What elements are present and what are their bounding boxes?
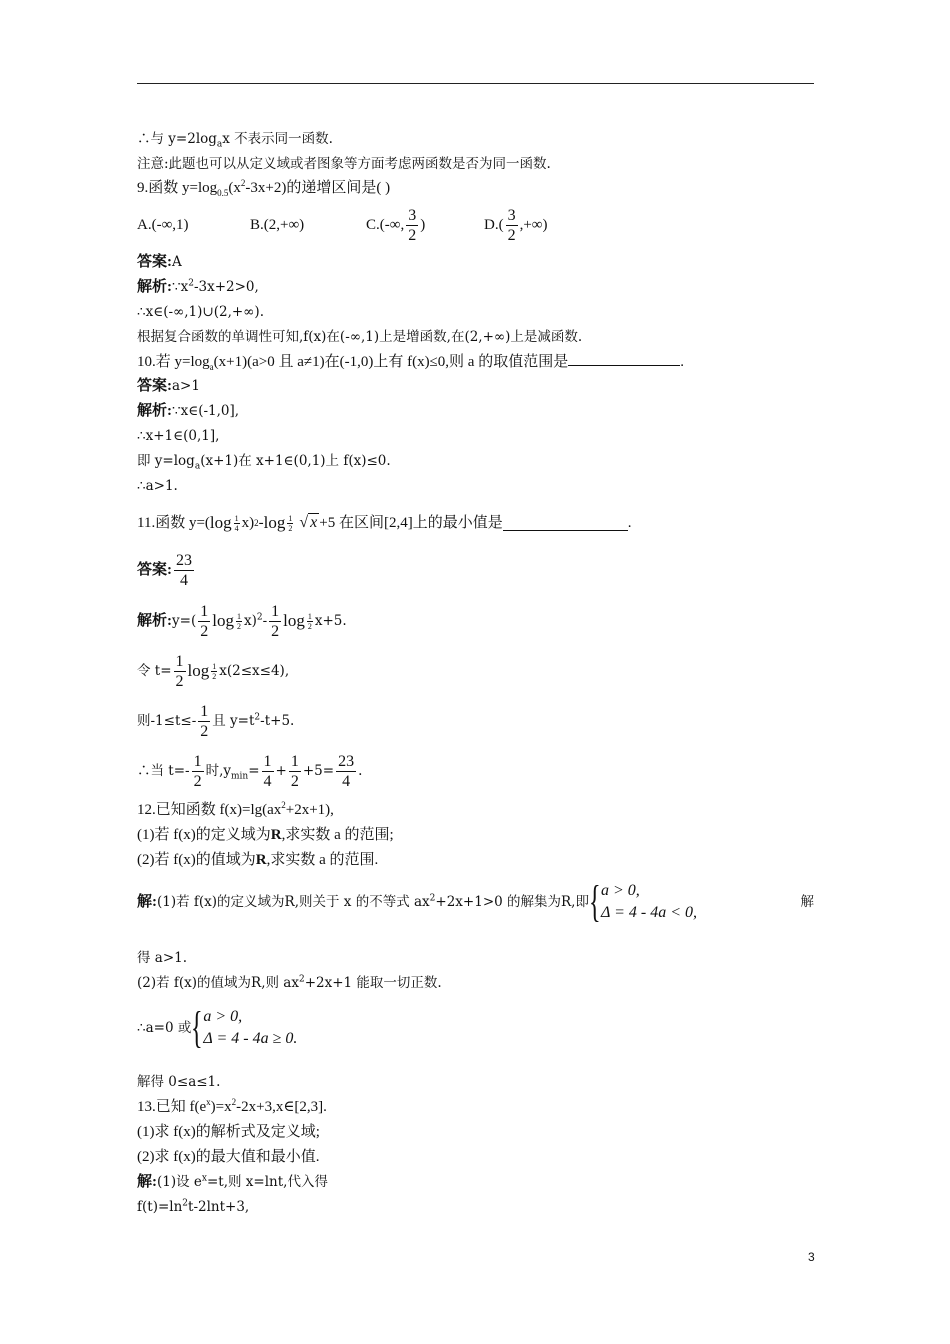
option-b: B.(2,+∞)	[250, 217, 305, 233]
text-line: ∴a>1.	[137, 478, 178, 494]
fraction: $\frac{1}{2}$	[200, 702, 209, 740]
text-line: ∴x∈(-∞,1)∪(2,+∞).	[137, 304, 264, 320]
text-line: $f(t)=\ln^2t-2\ln t+3$,	[137, 1198, 250, 1215]
fraction: $\frac{1}{2}$	[288, 513, 293, 533]
question-13-part2: (2)求 f(x)的最大值和最小值.	[137, 1149, 320, 1165]
question-12-solution: 解: (1)若 f(x)的定义域为R,则关于 x 的不等式 $ax^2+2x+1>0$ 的解集为R,即 { a > 0, Δ = 4 - 4a < 0, 解	[137, 877, 814, 926]
answer-blank	[568, 351, 680, 366]
answer-blank	[503, 516, 628, 531]
header-rule	[137, 83, 814, 84]
page-number: 3	[808, 1250, 815, 1264]
question-13-solution: 解:(1)设 $e^x=t$,则 x=lnt,代入得	[137, 1173, 328, 1190]
question-10-answer: 答案:a>1	[137, 378, 200, 394]
question-13-stem: 13.已知 $f(e^x)=x^2-2x+3,x\in[2,3]$.	[137, 1097, 327, 1115]
question-9-options	[137, 204, 547, 246]
question-11-stem: 11.函数 y=( log $\frac{1}{4}$ x) 2 - log $\frac{1}{2}$ √ x +5 在区间[2,4]上的最小值是 .	[137, 513, 632, 533]
text-line: 即 $y=\log_a(x+1)$在 x+1∈(0,1)上 f(x)≤0.	[137, 453, 391, 472]
fraction: $\frac{1}{2}$	[200, 602, 209, 640]
question-13-part1: (1)求 f(x)的解析式及定义域;	[137, 1124, 320, 1140]
text-line: ∴x+1∈(0,1],	[137, 428, 220, 444]
sqrt-x: √ x	[295, 514, 318, 531]
question-10-analysis: 解析:∵x∈(-1,0],	[137, 403, 240, 419]
fraction: $\frac{23}{4}$	[338, 752, 355, 790]
question-9-analysis: 解析$:\because x^2-3x+2>0$,	[137, 278, 259, 295]
fraction: $\frac{1}{4}$	[263, 752, 272, 790]
fraction: $\frac{23}{4}$	[176, 551, 192, 589]
fraction: $\frac{3}{2}$	[507, 206, 516, 244]
text-line: 则-1≤t≤- $\frac{1}{2}$ 且 $y=t^2-t+5$.	[137, 702, 295, 740]
fraction: $\frac{3}{2}$	[408, 206, 417, 244]
question-9-stem: 9.函数 $y=\log_{0.5}(x^2-3x+2)$的递增区间是( )	[137, 178, 391, 198]
option-a: A.(-∞,1)	[137, 217, 189, 233]
fraction: $\frac{1}{2}$	[175, 652, 184, 690]
text-line: (2)若 f(x)的值域为R,则 $ax^2+2x+1$ 能取一切正数.	[137, 974, 442, 991]
fraction: $\frac{1}{4}$	[234, 513, 239, 533]
fraction: $\frac{1}{2}$	[193, 752, 202, 790]
text-line: 令 t= $\frac{1}{2}$ log $\frac{1}{2}$ x(2≤x≤4),	[137, 652, 290, 690]
question-9-answer: 答案:A	[137, 254, 182, 270]
question-12-stem: 12.已知函数 $f(x)=\lg(ax^2+2x+1)$,	[137, 800, 334, 818]
text-line: ∴与 $y=2\log_ax$ 不表示同一函数.	[137, 131, 333, 150]
question-12-part2: (2)若 f(x)的值域为R,求实数 a 的范围.	[137, 852, 379, 868]
text-line: 得 a>1.	[137, 950, 188, 966]
fraction: $\frac{1}{2}$	[290, 752, 299, 790]
option-d: D.( $\frac{3}{2}$ ,+∞)	[484, 206, 548, 244]
text-line: 解得 0≤a≤1.	[137, 1074, 221, 1090]
text-line: 根据复合函数的单调性可知,f(x)在(-∞,1)上是增函数,在(2,+∞)上是减函数.	[137, 329, 583, 345]
text-line: ∴当 t=- $\frac{1}{2}$ 时$,y_{min}=$ $\frac{1}{4}$ + $\frac{1}{2}$ +5= $\frac{23}{4}$ .	[137, 752, 363, 790]
fraction: $\frac{1}{2}$	[271, 602, 280, 640]
question-11-answer: 答案: $\frac{23}{4}$	[137, 551, 192, 589]
question-11-analysis: 解析: y=( $\frac{1}{2}$ log $\frac{1}{2}$ x)$^2$- $\frac{1}{2}$ log $\frac{1}{2}$ x+5.	[137, 602, 347, 640]
question-10-stem: 10.若 $y=\log_a(x+1)(a>0$ 且 a≠1)在(-1,0)上有 f(x)≤0,则 a 的取值范围是 .	[137, 351, 684, 372]
equation-system: { a > 0, Δ = 4 - 4a < 0,	[588, 877, 697, 926]
text-line: ∴a=0 或 { a > 0, Δ = 4 - 4a ≥ 0.	[137, 1003, 298, 1052]
question-12-part1: (1)若 f(x)的定义域为R,求实数 a 的范围;	[137, 827, 394, 843]
text-line: 注意:此题也可以从定义域或者图象等方面考虑两函数是否为同一函数.	[137, 156, 551, 172]
equation-system: { a > 0, Δ = 4 - 4a ≥ 0.	[191, 1003, 298, 1052]
option-c: C.(-∞, $\frac{3}{2}$ )	[366, 206, 426, 244]
